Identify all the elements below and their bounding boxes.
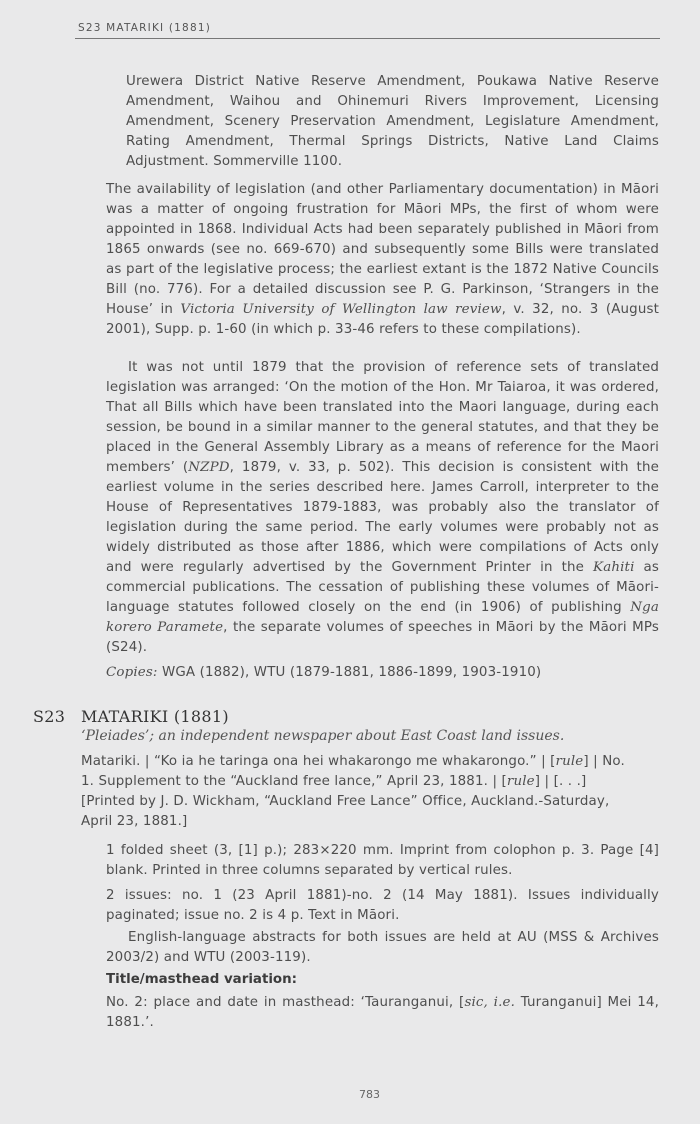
- header-rule: [75, 38, 660, 39]
- nga-korero-ref: Nga korero Paramete: [106, 600, 659, 635]
- reference-sets-paragraph: [106, 358, 659, 658]
- continuation-paragraph: [126, 72, 659, 172]
- title-transcription: [81, 752, 629, 832]
- entry-years: (1881): [173, 707, 229, 726]
- running-head: S23 MATARIKI (1881): [78, 22, 211, 34]
- variation-text-1: No. 2: place and date in masthead: ‘Tauranganui, [: [106, 995, 465, 1010]
- para2-text-3: as commercial publications. The cessation of publishing these volumes of Māori-language statutes followed closely on the end (in 1906) of publishing: [106, 560, 660, 615]
- para2-text-1: It was not until 1879 that the provision of reference sets of translated legislation was arranged: ‘On the motion of the Hon. Mr Taiaroa, it was ordered, That all Bills which have been translated into the Maori language, during each session, be bound in a similar manner to the general statutes, and that they be placed in the General Assembly Library as a means of reference for the Maori members’ (: [106, 360, 659, 475]
- kahiti-ref: Kahiti: [593, 560, 635, 575]
- copies-label: Copies:: [106, 665, 158, 680]
- continuation-text: Urewera District Native Reserve Amendment, Poukawa Native Reserve Amendment, Waihou and Ohinemuri Rivers Improvement, Licensing Amendment, Scenery Preservation Amendment, Legislature Amendment, Rating Amendment, Thermal Springs Districts, Native Land Claims Adjustment. Sommerville 1100.: [126, 74, 659, 169]
- transcription-text-3: ] | [. . .] [Printed by J. D. Wickham, “Auckland Free Lance” Office, Auckland.-Saturday, April 23, 1881.]: [81, 774, 610, 829]
- copies-text: WGA (1882), WTU (1879-1881, 1886-1899, 1903-1910): [157, 665, 542, 680]
- variation-text-2: Turanganui] Mei 14, 1881.’.: [106, 995, 659, 1030]
- para1-text-2: , v. 32, no. 3 (August 2001), Supp. p. 1-60 (in which p. 33-46 refers to these compilations).: [106, 302, 659, 337]
- issues-note: [106, 886, 659, 926]
- entry-title: MATARIKI: [81, 707, 169, 726]
- abstracts-text: English-language abstracts for both issues are held at AU (MSS & Archives 2003/2) and WTU (2003-119).: [106, 930, 659, 965]
- transcription-text-2: ] | No. 1. Supplement to the “Auckland free lance,” April 23, 1881. | [: [81, 754, 625, 789]
- physical-text: 1 folded sheet (3, [1] p.); 283×220 mm. Imprint from colophon p. 3. Page [4] blank. Printed in three columns separated by vertical rules.: [106, 843, 659, 878]
- para1-text-1: The availability of legislation (and other Parliamentary documentation) in Māori was a matter of ongoing frustration for Māori MPs, the first of whom were appointed in 1868. Individual Acts had been separately published in Māori from 1865 onwards (see no. 669-670) and subsequently some Bills were translated as part of the legislative process; the earliest extant is the 1872 Native Councils Bill (no. 776). For a detailed discussion see P. G. Parkinson, ‘Strangers in the House’ in: [106, 182, 659, 317]
- variation-heading: Title/masthead variation:: [106, 972, 298, 987]
- entry-number: S23: [33, 707, 66, 726]
- entry-subtitle: ‘Pleiades’; an independent newspaper about East Coast land issues.: [81, 728, 565, 744]
- abstracts-note: [106, 928, 659, 968]
- rule-mark: rule: [555, 754, 584, 769]
- physical-description: [106, 841, 659, 881]
- journal-title: Victoria University of Wellington law review: [180, 302, 502, 317]
- availability-paragraph: [106, 180, 659, 340]
- variation-note: [106, 993, 659, 1033]
- transcription-text-1: Matariki. | “Ko ia he taringa ona hei whakarongo me whakarongo.” | [: [81, 754, 556, 769]
- nzpd-ref: NZPD: [188, 460, 230, 475]
- sic-note: sic, i.e.: [464, 995, 515, 1010]
- para2-text-2: , 1879, v. 33, p. 502). This decision is consistent with the earliest volume in the series described here. James Carroll, interpreter to the House of Representatives 1879-1883, was probably also the translator of legislation during the same period. The early volumes were probably not as widely distributed as those after 1886, which were compilations of Acts only and were regularly advertised by the Government Printer in the: [106, 460, 659, 575]
- page-number: 783: [359, 1088, 380, 1101]
- entry-heading: [33, 707, 229, 726]
- rule-mark: rule: [506, 774, 535, 789]
- issues-text: 2 issues: no. 1 (23 April 1881)-no. 2 (14 May 1881). Issues individually paginated; issue no. 2 is 4 p. Text in Māori.: [106, 888, 659, 923]
- para2-text-4: , the separate volumes of speeches in Māori by the Māori MPs (S24).: [106, 620, 659, 655]
- copies-line: [106, 663, 659, 683]
